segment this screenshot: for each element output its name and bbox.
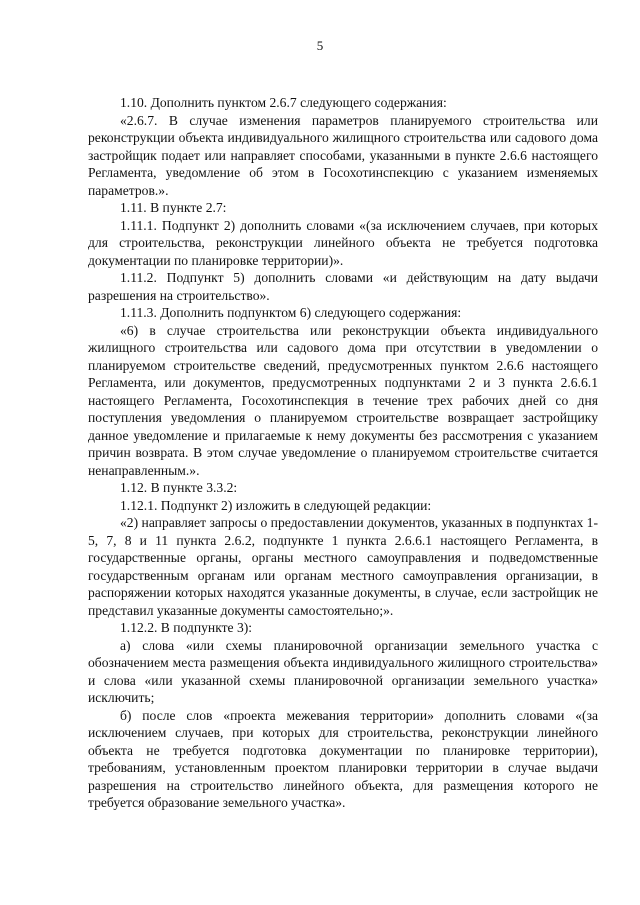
paragraph-1-12-2: 1.12.2. В подпункте 3): [120, 620, 253, 635]
document-body [88, 94, 598, 812]
paragraph-1-10: 1.10. Дополнить пунктом 2.6.7 следующего содержания: [120, 95, 447, 110]
paragraph-subitem-6: «6) в случае строительства или реконструкции объекта индивидуального жилищного строительства или садового дома при отсутствии в уведомлении о планируемом строительстве сведений, предусмотренных пунктом 2.6.6 настоящего Регламента, или документов, предусмотренных подпунктами 2 и 3 пункта 2.6.6.1 настоящего Регламента, Госохотинспекция в течение трех рабочих дней со дня поступления уведомления о планируемом строительстве возвращает застройщику данное уведомление и прилагаемые к нему документы без рассмотрения с указанием причин возврата. В этом случае уведомление о планируемом строительстве считается ненаправленным.». [88, 322, 598, 478]
paragraph-item-b: б) после слов «проекта межевания территории» дополнить словами «(за исключением случаев, при которых для строительства, реконструкции линейного объекта не требуется подготовка документации по планировке территории), требованиям, установленным проектом планировки территории в случае выдачи разрешения на строительство линейного объекта, для размещения которого не требуется образование земельного участка». [88, 707, 598, 810]
paragraph-1-11-3: 1.11.3. Дополнить подпунктом 6) следующего содержания: [120, 305, 462, 320]
page-number: 5 [316, 38, 324, 53]
paragraph-1-12-1: 1.12.1. Подпункт 2) изложить в следующей редакции: [120, 497, 432, 513]
paragraph-1-11-1: 1.11.1. Подпункт 2) дополнить словами «(за исключением случаев, при которых для строительства, реконструкции линейного объекта не требуется подготовка документации по планировке территории)». [88, 217, 598, 268]
paragraph-item-a: а) слова «или схемы планировочной организации земельного участка с обозначением места размещения объекта индивидуального жилищного строительства» и слова «или указанной схемы планировочной организации земельного участка» исключить; [88, 637, 598, 705]
paragraph-1-12: 1.12. В пункте 3.3.2: [120, 480, 238, 495]
paragraph-2-6-7: «2.6.7. В случае изменения параметров планируемого строительства или реконструкции объекта индивидуального жилищного строительства или садового дома застройщик подает или направляет способами, указанными в пункте 2.6.6 настоящего Регламента, уведомление об этом в Госохотинспекцию с указанием изменяемых параметров.». [88, 112, 598, 198]
paragraph-subitem-2: «2) направляет запросы о предоставлении документов, указанных в подпунктах 1-5, 7, 8 и 11 пункта 2.6.2, подпункте 1 пункта 2.6.6.1 настоящего Регламента, в государственные органы, органы местного самоуправления и подведомственные государственным органам или органам местного самоуправления организации, в распоряжении которых находятся указанные документы, в случае, если застройщик не представил указанные документы самостоятельно;». [88, 515, 598, 618]
paragraph-1-11-2: 1.11.2. Подпункт 5) дополнить словами «и действующим на дату выдачи разрешения на строительство». [88, 270, 598, 303]
paragraph-1-11: 1.11. В пункте 2.7: [120, 200, 227, 215]
